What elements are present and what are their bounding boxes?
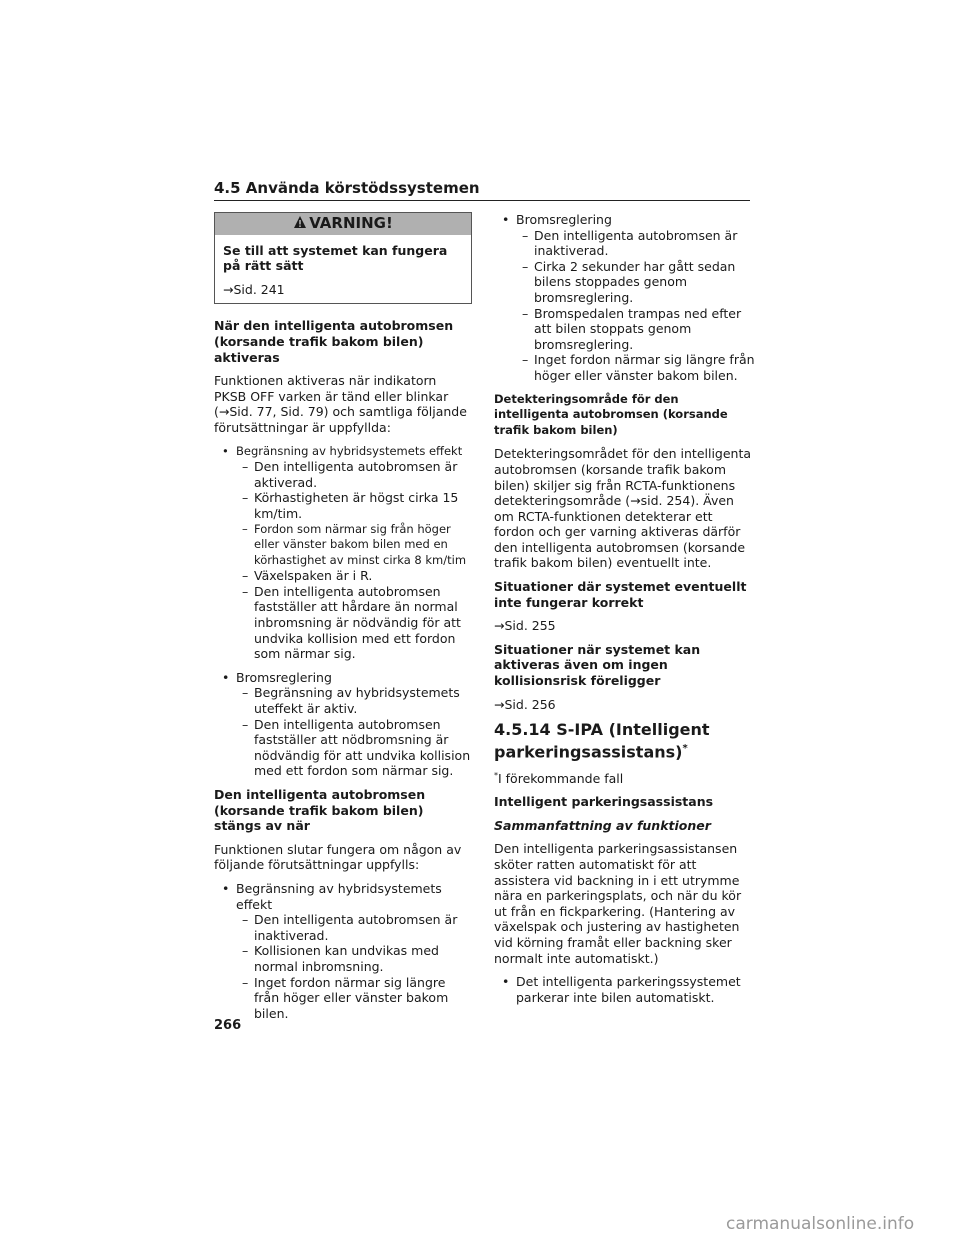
heading-malfunction: Situationer där systemet eventuellt inte fungerar korrekt xyxy=(494,579,747,610)
list-item: • Begränsning av hybridsystemets effekt xyxy=(214,881,472,912)
list-item: – Växelspaken är i R. xyxy=(242,568,373,584)
list-item: – Begränsning av hybridsystemets uteffekt är aktiv. xyxy=(242,685,460,717)
list-item: – Inget fordon närmar sig längre från höger eller vänster bakom bilen. xyxy=(242,974,449,1021)
warning-header xyxy=(215,213,471,235)
list-item: – Inget fordon närmar sig längre från höger eller vänster bakom bilen. xyxy=(522,352,755,383)
paragraph-summary: Den intelligenta parkeringsassistansen sköter ratten automatiskt för att assistera vid backning in i ett utrymme nära en parkeringsplats, och när du kör ut från en fickparkering. (Hantering av växelspak och justering av hastigheten vid körning framåt eller backning sker normalt inte automatiskt.) xyxy=(494,841,742,966)
warning-title: Se till att systemet kan fungera på rätt sätt xyxy=(223,242,448,274)
list-item: – Den intelligenta autobromsen fastställer att hårdare än normal inbromsning är nödvändig för att undvika kollision med ett fordon som närmar sig. xyxy=(242,583,461,662)
paragraph-detection-area: Detekteringsområdet för den intelligenta autobromsen (korsande trafik bakom bilen) skiljer sig från RCTA-funktionens detekteringsområde (→sid. 254). Även om RCTA-funktionen detekterar ett fordon och ger varning aktiveras därför den intelligenta autobromsen (korsande trafik bakom bilen) eventuellt inte. xyxy=(494,446,752,571)
heading-false-activation: Situationer när systemet kan aktiveras även om ingen kollisionsrisk föreligger xyxy=(494,641,701,689)
list-item: • Begränsning av hybridsystemets effekt xyxy=(214,444,472,460)
list-item: – Cirka 2 sekunder har gått sedan bilens stoppades genom bromsreglering. xyxy=(522,258,736,305)
list-item: • Bromsreglering xyxy=(494,212,756,228)
list-item: – Bromspedalen trampas ned efter att bilen stoppats genom bromsreglering. xyxy=(522,305,742,352)
paragraph-activation-b[interactable]: (→Sid. 77, Sid. 79) och samtliga följande förutsättningar är uppfyllda: xyxy=(214,404,467,435)
section-title: 4.5 Använda körstödssystemen xyxy=(214,179,480,197)
warning-box xyxy=(214,212,472,304)
link-page-255[interactable]: →Sid. 255 xyxy=(494,618,556,634)
paragraph-activation xyxy=(214,373,472,435)
paragraph-activation-a: Funktionen aktiveras när indikatorn PKSB OFF varken är tänd eller blinkar xyxy=(214,373,449,404)
watermark: carmanualsonline.info xyxy=(726,1214,915,1234)
list-item: • Bromsreglering xyxy=(214,670,472,686)
list-item: – Kollisionen kan undvikas med normal inbromsning. xyxy=(242,943,439,974)
page-number: 266 xyxy=(214,1018,242,1033)
subheading-summary: Sammanfattning av funktioner xyxy=(494,817,711,833)
paragraph-deactivation: Funktionen slutar fungera om någon av följande förutsättningar uppfylls: xyxy=(214,841,462,873)
footnote: *I förekommande fall xyxy=(494,770,624,786)
list-item: – Den intelligenta autobromsen fastställer att nödbromsning är nödvändig för att undvika kollision med ett fordon som närmar sig. xyxy=(242,716,471,779)
list-item: – Den intelligenta autobromsen är inaktiverad. xyxy=(522,227,738,259)
link-page-256[interactable]: →Sid. 256 xyxy=(494,696,556,712)
warning-ref[interactable]: →Sid. 241 xyxy=(223,281,285,297)
heading-deactivation: Den intelligenta autobromsen (korsande trafik bakom bilen) stängs av när xyxy=(214,787,426,834)
list-item: • Det intelligenta parkeringssystemet parkerar inte bilen automatiskt. xyxy=(494,974,756,1005)
heading-ipa: Intelligent parkeringsassistans xyxy=(494,794,714,810)
warning-triangle-icon xyxy=(293,215,307,229)
left-column xyxy=(214,212,472,1029)
right-column xyxy=(494,212,756,1005)
warning-label: VARNING! xyxy=(309,214,393,232)
list-item: – Fordon som närmar sig från höger eller vänster bakom bilen med en körhastighet av minst cirka 8 km/tim xyxy=(242,521,467,567)
list-item: – Den intelligenta autobromsen är aktiverad. xyxy=(242,459,458,490)
page-header xyxy=(214,178,750,201)
heading-activation: När den intelligenta autobromsen (korsande trafik bakom bilen) aktiveras xyxy=(214,318,454,365)
list-item: – Körhastigheten är högst cirka 15 km/tim. xyxy=(242,490,459,521)
section-heading: 4.5.14 S-IPA (Intelligent parkeringsassistans)* xyxy=(494,720,710,762)
list-item: – Den intelligenta autobromsen är inaktiverad. xyxy=(242,912,458,943)
heading-detection-area: Detekteringsområde för den intelligenta autobromsen (korsande trafik bakom bilen) xyxy=(494,391,728,437)
